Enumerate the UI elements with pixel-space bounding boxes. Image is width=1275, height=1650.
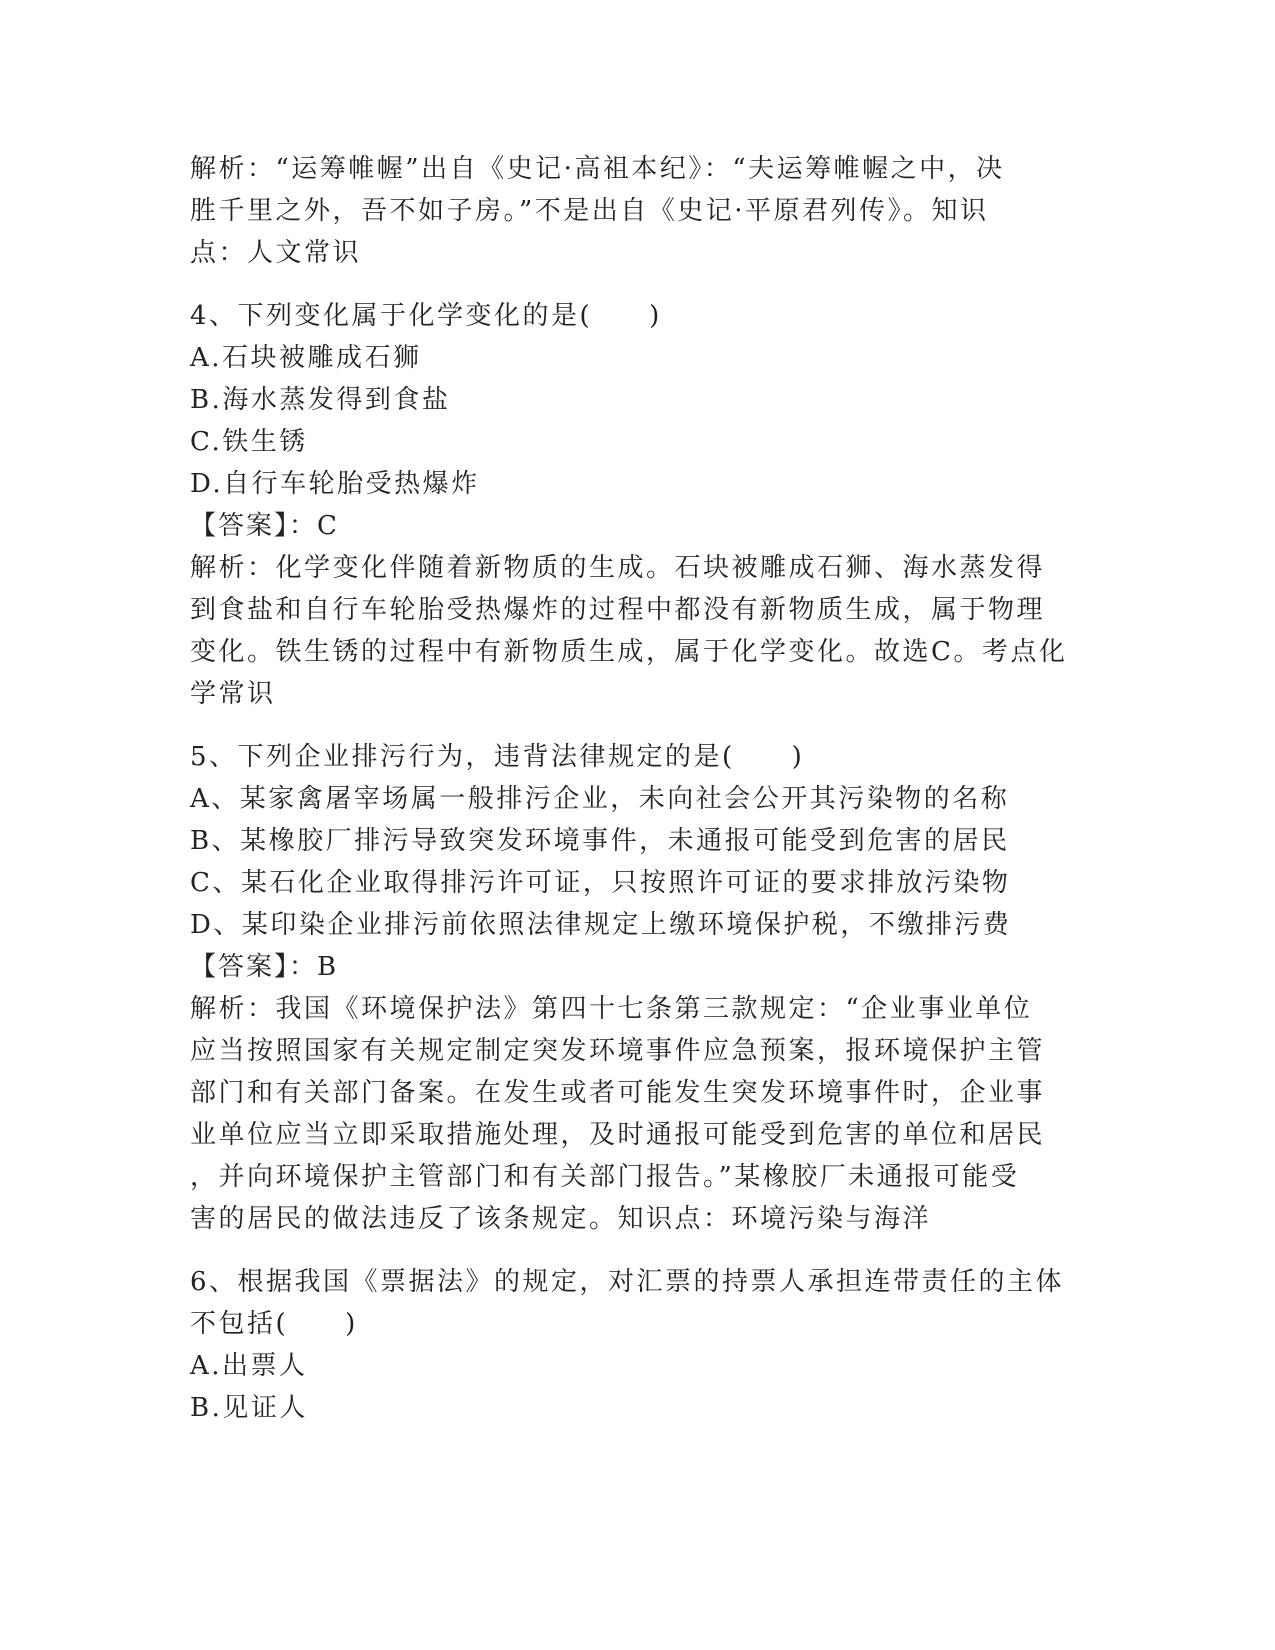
option-a: A.出票人 bbox=[190, 1351, 308, 1381]
analysis-line: 变化。铁生锈的过程中有新物质生成，属于化学变化。故选C。考点化 bbox=[190, 637, 1068, 667]
analysis-line: 害的居民的做法违反了该条规定。知识点：环境污染与海洋 bbox=[190, 1204, 932, 1234]
analysis-line: 点：人文常识 bbox=[190, 238, 362, 268]
analysis-line: 解析：我国《环境保护法》第四十七条第三款规定：“企业事业单位 bbox=[190, 994, 1033, 1024]
question-4 bbox=[190, 295, 1090, 715]
option-b: B.海水蒸发得到食盐 bbox=[190, 385, 451, 415]
option-b: B、某橡胶厂排污导致突发环境事件，未通报可能受到危害的居民 bbox=[190, 826, 1010, 856]
analysis-line: 到食盐和自行车轮胎受热爆炸的过程中都没有新物质生成，属于物理 bbox=[190, 595, 1046, 625]
analysis-line: 胜千里之外，吾不如子房。”不是出自《史记·平原君列传》。知识 bbox=[190, 196, 989, 226]
analysis-line: 应当按照国家有关规定制定突发环境事件应急预案，报环境保护主管 bbox=[190, 1036, 1046, 1066]
question-stem: 6、根据我国《票据法》的规定，对汇票的持票人承担连带责任的主体 bbox=[190, 1267, 1065, 1297]
q3-analysis bbox=[190, 148, 1090, 274]
option-b: B.见证人 bbox=[190, 1393, 308, 1423]
option-a: A、某家禽屠宰场属一般排污企业，未向社会公开其污染物的名称 bbox=[190, 784, 1010, 814]
analysis-line: 解析：“运筹帷幄”出自《史记·高祖本纪》：“夫运筹帷幄之中，决 bbox=[190, 154, 1005, 184]
analysis-line: 业单位应当立即采取措施处理，及时通报可能受到危害的单位和居民 bbox=[190, 1120, 1046, 1150]
analysis-line: 学常识 bbox=[190, 679, 276, 709]
option-a: A.石块被雕成石狮 bbox=[190, 343, 422, 373]
analysis-line: 解析：化学变化伴随着新物质的生成。石块被雕成石狮、海水蒸发得 bbox=[190, 553, 1046, 583]
answer-label: 【答案】：C bbox=[190, 511, 339, 541]
analysis-line: ，并向环境保护主管部门和有关部门报告。”某橡胶厂未通报可能受 bbox=[190, 1162, 1020, 1192]
option-d: D.自行车轮胎受热爆炸 bbox=[190, 469, 480, 499]
option-c: C、某石化企业取得排污许可证，只按照许可证的要求排放污染物 bbox=[190, 868, 1011, 898]
question-stem: 不包括( ) bbox=[190, 1309, 358, 1339]
question-stem: 4、下列变化属于化学变化的是( ) bbox=[190, 301, 662, 331]
option-c: C.铁生锈 bbox=[190, 427, 308, 457]
question-6 bbox=[190, 1261, 1090, 1429]
answer-label: 【答案】：B bbox=[190, 952, 339, 982]
question-stem: 5、下列企业排污行为，违背法律规定的是( ) bbox=[190, 742, 805, 772]
question-5 bbox=[190, 736, 1090, 1240]
page-content bbox=[190, 148, 1090, 1429]
option-d: D、某印染企业排污前依照法律规定上缴环境保护税，不缴排污费 bbox=[190, 910, 1012, 940]
analysis-line: 部门和有关部门备案。在发生或者可能发生突发环境事件时，企业事 bbox=[190, 1078, 1046, 1108]
